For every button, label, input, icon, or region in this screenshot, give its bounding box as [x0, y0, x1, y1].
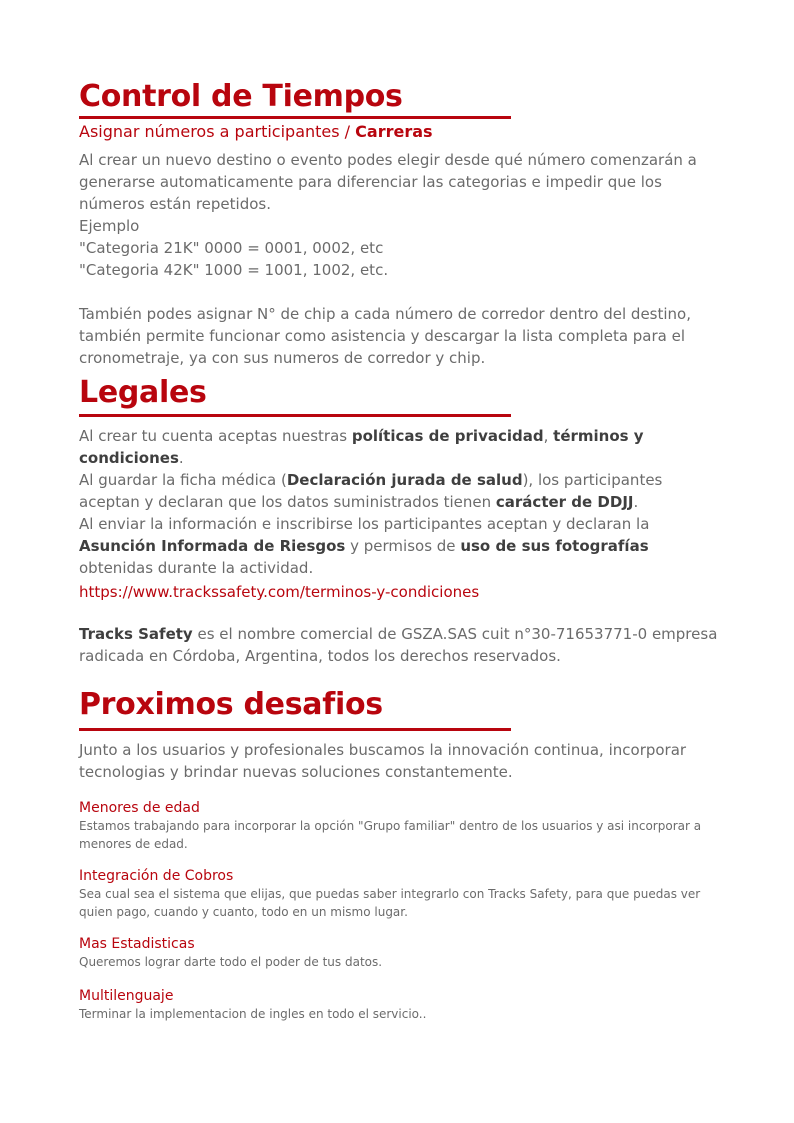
bold-text: términos y condiciones [79, 427, 644, 467]
text: es el nombre comercial de GSZA.SAS cuit n°30-71653771-0 empresa radicada en Córdoba, Argentina, todos los derechos reservados. [79, 625, 718, 665]
section-legales [79, 376, 719, 667]
bold-text: carácter de DDJJ [495, 493, 634, 511]
list-item [79, 799, 719, 853]
company-name: Tracks Safety [79, 625, 193, 643]
section-proximos-desafios [79, 688, 719, 1023]
text: obtenidas durante la actividad. [79, 559, 314, 577]
paragraph: También podes asignar N° de chip a cada número de corredor dentro del destino, también permite funcionar como asistencia y descargar la lista completa para el cronometraje, ya con sus numeros de corredor y chip. [79, 305, 691, 367]
item-text: Terminar la implementacion de ingles en todo el servicio.. [79, 1007, 427, 1021]
subtitle-text: Asignar números a participantes / [79, 122, 356, 141]
list-item [79, 987, 719, 1023]
item-text: Queremos lograr darte todo el poder de tus datos. [79, 955, 383, 969]
section-control-de-tiempos [79, 80, 719, 369]
item-title: Mas Estadisticas [79, 936, 195, 952]
title-underline [79, 728, 511, 731]
text: Al crear tu cuenta aceptas nuestras [79, 427, 352, 445]
bold-text: uso de sus fotografías [460, 537, 649, 555]
item-title: Menores de edad [79, 800, 200, 816]
item-title: Multilenguaje [79, 988, 174, 1004]
example-line: "Categoria 42K" 1000 = 1001, 1002, etc. [79, 261, 389, 279]
legal-line [79, 469, 719, 513]
subtitle-bold: Carreras [355, 122, 433, 141]
list-item [79, 935, 719, 971]
text: Al guardar la ficha médica ( [79, 471, 287, 489]
text: , [543, 427, 554, 445]
legal-line [79, 425, 719, 469]
text: . [178, 449, 184, 467]
text: y permisos de [345, 537, 461, 555]
bold-text: Asunción Informada de Riesgos [79, 537, 346, 555]
text: Al enviar la información e inscribirse los participantes aceptan y declaran la [79, 515, 650, 533]
title-underline [79, 414, 511, 417]
section-title: Control de Tiempos [79, 79, 403, 114]
example-line: "Categoria 21K" 0000 = 0001, 0002, etc [79, 239, 384, 257]
terms-link[interactable]: https://www.trackssafety.com/terminos-y-condiciones [79, 583, 480, 601]
section-title: Legales [79, 375, 207, 410]
bold-text: políticas de privacidad [351, 427, 544, 445]
section-title: Proximos desafios [79, 687, 383, 722]
item-title: Integración de Cobros [79, 868, 234, 884]
text: . [633, 493, 639, 511]
example-label: Ejemplo [79, 217, 140, 235]
item-text: Estamos trabajando para incorporar la opción "Grupo familiar" dentro de los usuarios y asi incorporar a menores de edad. [79, 819, 702, 851]
company-note [79, 623, 719, 667]
paragraph: Junto a los usuarios y profesionales buscamos la innovación continua, incorporar tecnologias y brindar nuevas soluciones constantemente. [79, 741, 687, 781]
list-item [79, 867, 719, 921]
bold-text: Declaración jurada de salud [286, 471, 523, 489]
legal-line [79, 513, 719, 579]
section-subtitle [79, 121, 719, 143]
text: ), los participantes aceptan y declaran que los datos suministrados tienen [79, 471, 663, 511]
item-text: Sea cual sea el sistema que elijas, que puedas saber integrarlo con Tracks Safety, para que puedas ver quien pago, cuando y cuanto, todo en un mismo lugar. [79, 887, 701, 919]
paragraph: Al crear un nuevo destino o evento podes elegir desde qué número comenzarán a generarse automaticamente para diferenciar las categorias e impedir que los números están repetidos. [79, 151, 697, 213]
title-underline [79, 116, 511, 119]
